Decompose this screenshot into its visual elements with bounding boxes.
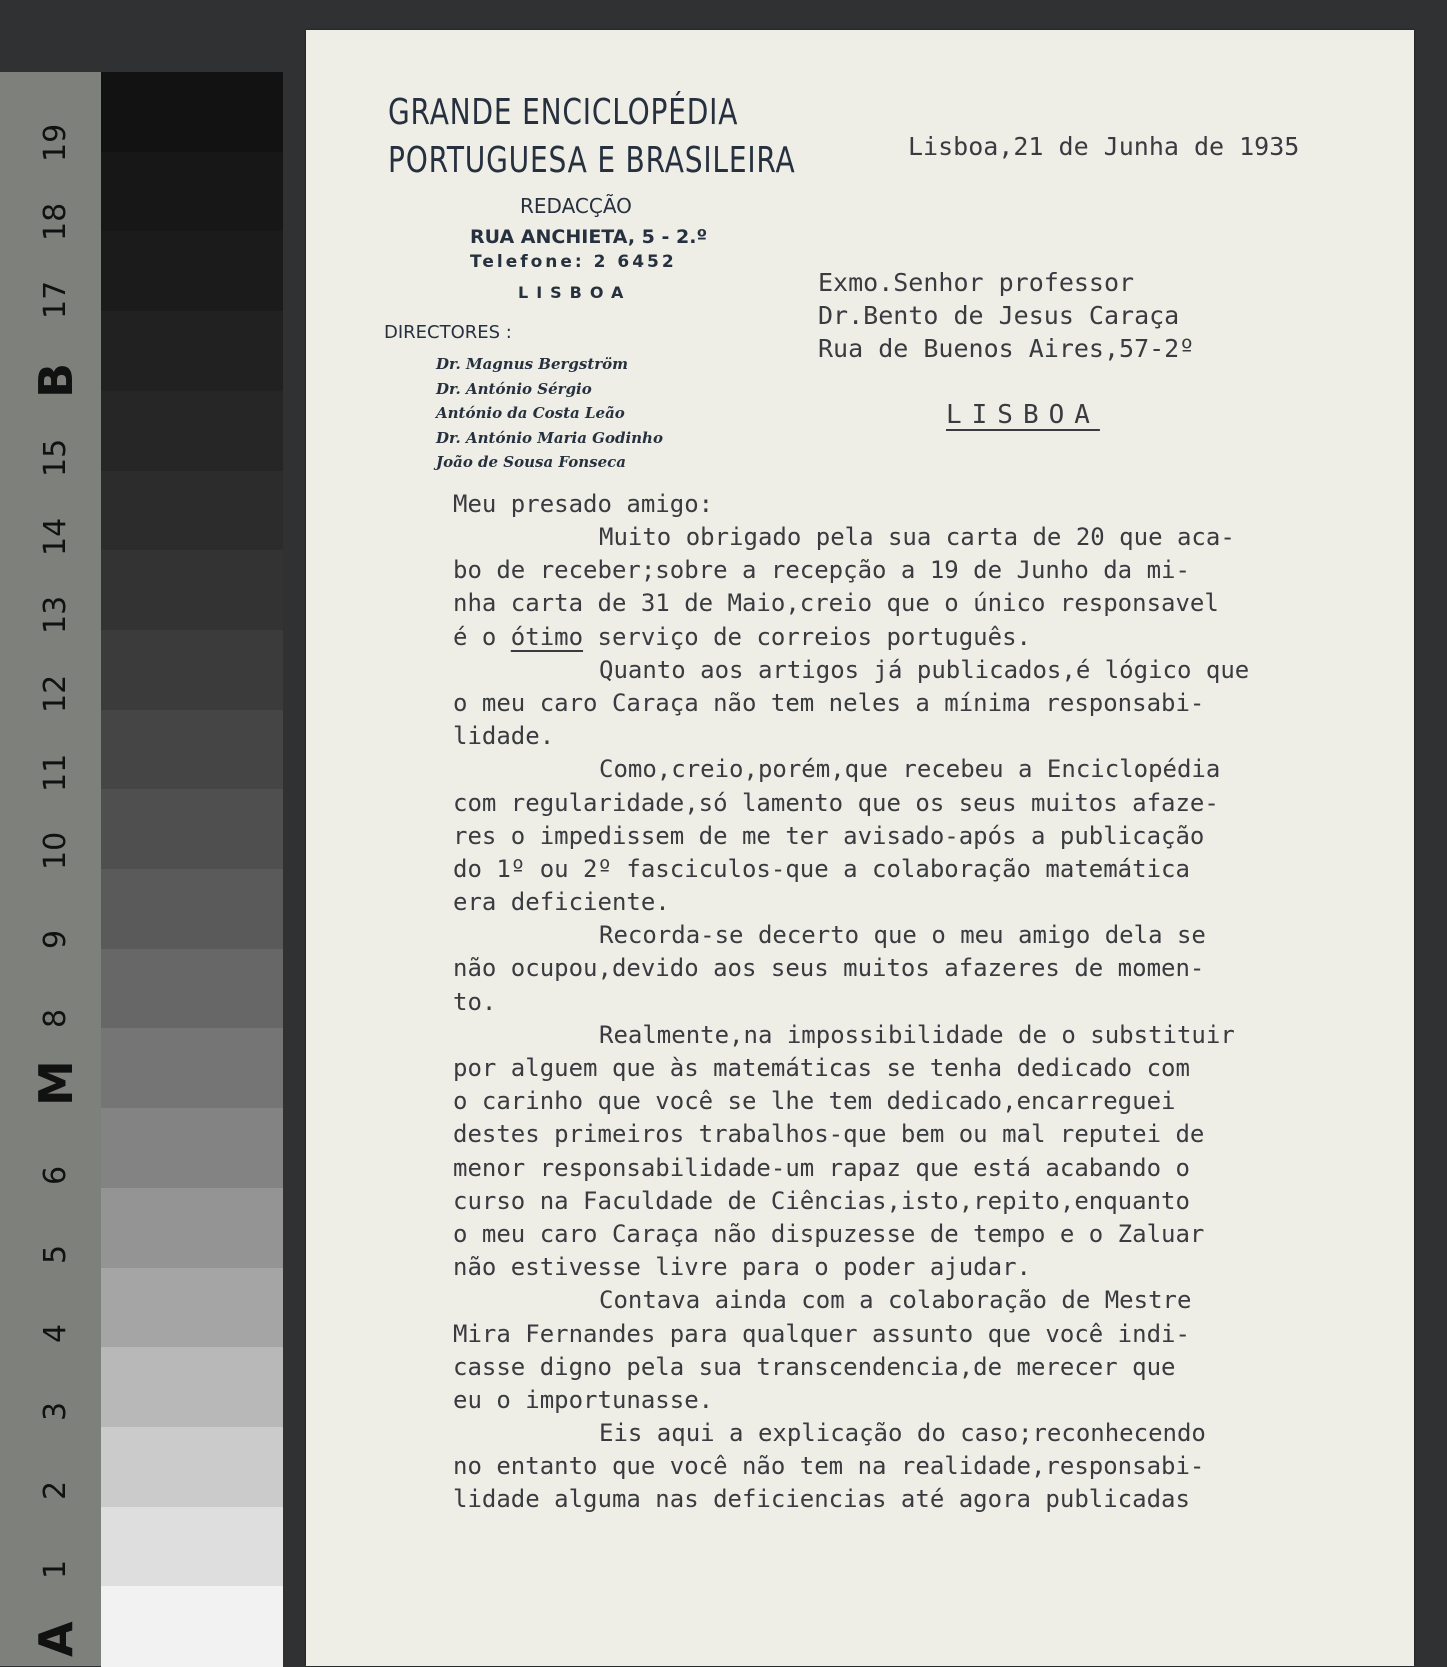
recipient-address bbox=[818, 266, 1194, 365]
director-name: Dr. António Sérgio bbox=[436, 379, 592, 398]
calibration-ruler bbox=[0, 72, 101, 1666]
grey-patch bbox=[101, 471, 283, 552]
director-name: Dr. Magnus Bergström bbox=[436, 355, 629, 373]
letter-line bbox=[453, 1351, 1414, 1384]
ruler-label: 15 bbox=[38, 438, 73, 477]
letter-line-text: o meu caro Caraça não tem neles a mínima responsabi- bbox=[453, 688, 1205, 717]
letter-line bbox=[453, 521, 1414, 554]
letter-line bbox=[453, 654, 1414, 687]
letter-line bbox=[453, 687, 1414, 720]
letter-body bbox=[453, 521, 1414, 1517]
color-calibration-target bbox=[0, 72, 283, 1666]
ruler-label: 3 bbox=[38, 1402, 73, 1422]
ruler-label: 11 bbox=[38, 753, 73, 792]
ruler-label: 12 bbox=[38, 674, 73, 713]
letter-line-text: lidade alguma nas deficiencias até agora publicadas bbox=[453, 1485, 1190, 1514]
grey-patch bbox=[101, 710, 283, 791]
grey-patch bbox=[101, 789, 283, 870]
letter-line bbox=[453, 1085, 1414, 1118]
letter-line bbox=[453, 853, 1414, 886]
ruler-label: 17 bbox=[38, 281, 73, 320]
letter-line bbox=[453, 1052, 1414, 1085]
grey-patch bbox=[101, 1586, 283, 1667]
letter-line-text: o meu caro Caraça não dispuzesse de tempo e o Zaluar bbox=[453, 1219, 1205, 1248]
letter-line-text: to. bbox=[453, 987, 497, 1016]
ruler-label: 4 bbox=[38, 1323, 73, 1343]
ruler-label: 8 bbox=[38, 1008, 73, 1028]
recipient-city: LISBOA bbox=[946, 400, 1100, 430]
letter-line-text: por alguem que às matemáticas se tenha dedicado com bbox=[453, 1054, 1190, 1082]
letter-line-text: destes primeiros trabalhos-que bem ou mal reputei de bbox=[453, 1120, 1205, 1149]
letter-line-text: Como,creio,porém,que recebeu a Enciclopédia bbox=[599, 755, 1221, 784]
letter-line bbox=[453, 787, 1414, 820]
grey-patch bbox=[101, 231, 283, 312]
letter-line-text: Eis aqui a explicação do caso;reconhecendo bbox=[599, 1419, 1206, 1448]
letter-line-text: eu o importunasse. bbox=[453, 1385, 714, 1414]
ruler-label: A bbox=[29, 1621, 83, 1658]
ruler-label: 2 bbox=[38, 1480, 73, 1500]
directors-list bbox=[436, 352, 663, 475]
grey-patch bbox=[101, 311, 283, 392]
letter-line bbox=[453, 1450, 1414, 1483]
letter-line bbox=[453, 1118, 1414, 1151]
letter-date: Lisboa,21 de Junha de 1935 bbox=[908, 132, 1300, 161]
letter-line bbox=[453, 1284, 1414, 1317]
letter-line bbox=[453, 1483, 1414, 1516]
ruler-label: 14 bbox=[38, 517, 73, 556]
recipient-line: Dr.Bento de Jesus Caraça bbox=[818, 301, 1180, 330]
letter-line bbox=[453, 1384, 1414, 1417]
grey-patch bbox=[101, 1268, 283, 1349]
letter-line-text: Recorda-se decerto que o meu amigo dela se bbox=[599, 921, 1206, 950]
grey-scale-steps bbox=[101, 72, 283, 1666]
letter-line-text: nha carta de 31 de Maio,creio que o único responsavel bbox=[453, 589, 1219, 618]
grey-patch bbox=[101, 1028, 283, 1109]
letter-line bbox=[453, 753, 1414, 786]
grey-patch bbox=[101, 152, 283, 233]
letter-line bbox=[453, 1152, 1414, 1185]
ruler-label: 13 bbox=[38, 596, 73, 635]
letter-line bbox=[453, 952, 1414, 985]
letter-line-text: era deficiente. bbox=[453, 888, 670, 917]
letterhead-city: LISBOA bbox=[518, 283, 632, 302]
letter-line bbox=[453, 1019, 1414, 1052]
letter-line-text: Realmente,na impossibilidade de o substituir bbox=[599, 1020, 1235, 1049]
ruler-label: 19 bbox=[38, 123, 73, 162]
letter-line-text: com regularidade,só lamento que os seus muitos afaze- bbox=[453, 788, 1219, 817]
letter-line bbox=[453, 1218, 1414, 1251]
letter-line-text: serviço de correios português. bbox=[583, 622, 1031, 651]
grey-patch bbox=[101, 1347, 283, 1428]
letter-line bbox=[453, 554, 1414, 587]
director-name: Dr. António Maria Godinho bbox=[436, 428, 663, 447]
letter-page bbox=[306, 30, 1414, 1666]
letter-line-text: o carinho que você se lhe tem dedicado,encarreguei bbox=[453, 1087, 1176, 1116]
letter-line-text: Quanto aos artigos já publicados,é lógico que bbox=[599, 655, 1250, 684]
letter-line bbox=[453, 820, 1414, 853]
recipient-line: Rua de Buenos Aires,57-2º bbox=[818, 334, 1195, 363]
letter-line-text: não ocupou,devido aos seus muitos afazeres de momen- bbox=[453, 954, 1205, 983]
letter-greeting: Meu presado amigo: bbox=[453, 490, 714, 518]
letterhead-title-line-2: PORTUGUESA E BRASILEIRA bbox=[388, 140, 796, 181]
ruler-label: 9 bbox=[38, 929, 73, 949]
recipient-line: Exmo.Senhor professor bbox=[818, 268, 1135, 297]
ruler-label: 6 bbox=[38, 1166, 73, 1186]
letter-line-text: do 1º ou 2º fasciculos-que a colaboração matemática bbox=[453, 854, 1190, 883]
letter-line-text: bo de receber;sobre a recepção a 19 de Junho da mi- bbox=[453, 556, 1190, 585]
letter-line-text: Muito obrigado pela sua carta de 20 que aca- bbox=[599, 523, 1235, 551]
letter-line bbox=[453, 720, 1414, 753]
letter-line bbox=[453, 1417, 1414, 1450]
letter-line bbox=[453, 1251, 1414, 1284]
letter-line-text: no entanto que você não tem na realidade,responsabi- bbox=[453, 1452, 1205, 1481]
grey-patch bbox=[101, 1108, 283, 1189]
ruler-label: 1 bbox=[38, 1559, 73, 1579]
letter-line-text: é o bbox=[453, 622, 511, 651]
directors-label: DIRECTORES : bbox=[384, 322, 512, 343]
letter-line-text: menor responsabilidade-um rapaz que está acabando o bbox=[453, 1153, 1190, 1182]
grey-patch bbox=[101, 1507, 283, 1588]
grey-patch bbox=[101, 869, 283, 950]
grey-patch bbox=[101, 1427, 283, 1508]
director-name: António da Costa Leão bbox=[436, 404, 625, 422]
letter-line bbox=[453, 587, 1414, 620]
grey-patch bbox=[101, 1188, 283, 1269]
grey-patch bbox=[101, 72, 283, 153]
letter-line-text: Contava ainda com a colaboração de Mestre bbox=[599, 1286, 1192, 1315]
ruler-label: 10 bbox=[38, 832, 73, 871]
ruler-label: B bbox=[29, 363, 83, 399]
letter-line-text: Mira Fernandes para qualquer assunto que você indi- bbox=[453, 1319, 1190, 1348]
ruler-label: M bbox=[29, 1060, 83, 1107]
letter-line bbox=[453, 1185, 1414, 1218]
letter-line bbox=[453, 886, 1414, 919]
director-name: João de Sousa Fonseca bbox=[436, 453, 627, 471]
grey-patch bbox=[101, 630, 283, 711]
letterhead-department: REDACÇÃO bbox=[520, 194, 632, 218]
letter-line bbox=[453, 919, 1414, 952]
grey-patch bbox=[101, 949, 283, 1030]
letterhead-title-line-1: GRANDE ENCICLOPÉDIA bbox=[388, 92, 739, 133]
ruler-label: 5 bbox=[38, 1244, 73, 1264]
letter-line bbox=[453, 621, 1414, 654]
ruler-label: 18 bbox=[38, 202, 73, 241]
letter-line-text: curso na Faculdade de Ciências,isto,repito,enquanto bbox=[453, 1186, 1190, 1215]
letter-line bbox=[453, 1318, 1414, 1351]
letterhead-phone: Telefone: 2 6452 bbox=[470, 252, 677, 272]
letter-line-text: casse digno pela sua transcendencia,de merecer que bbox=[453, 1352, 1176, 1381]
grey-patch bbox=[101, 391, 283, 472]
underlined-word: ótimo bbox=[510, 622, 584, 651]
letter-line bbox=[453, 986, 1414, 1019]
letter-line-text: não estivesse livre para o poder ajudar. bbox=[453, 1253, 1031, 1282]
letter-line-text: lidade. bbox=[453, 722, 555, 751]
letterhead-street: RUA ANCHIETA, 5 - 2.º bbox=[470, 226, 708, 248]
grey-patch bbox=[101, 550, 283, 631]
letter-line-text: res o impedissem de me ter avisado-após a publicação bbox=[453, 821, 1205, 850]
